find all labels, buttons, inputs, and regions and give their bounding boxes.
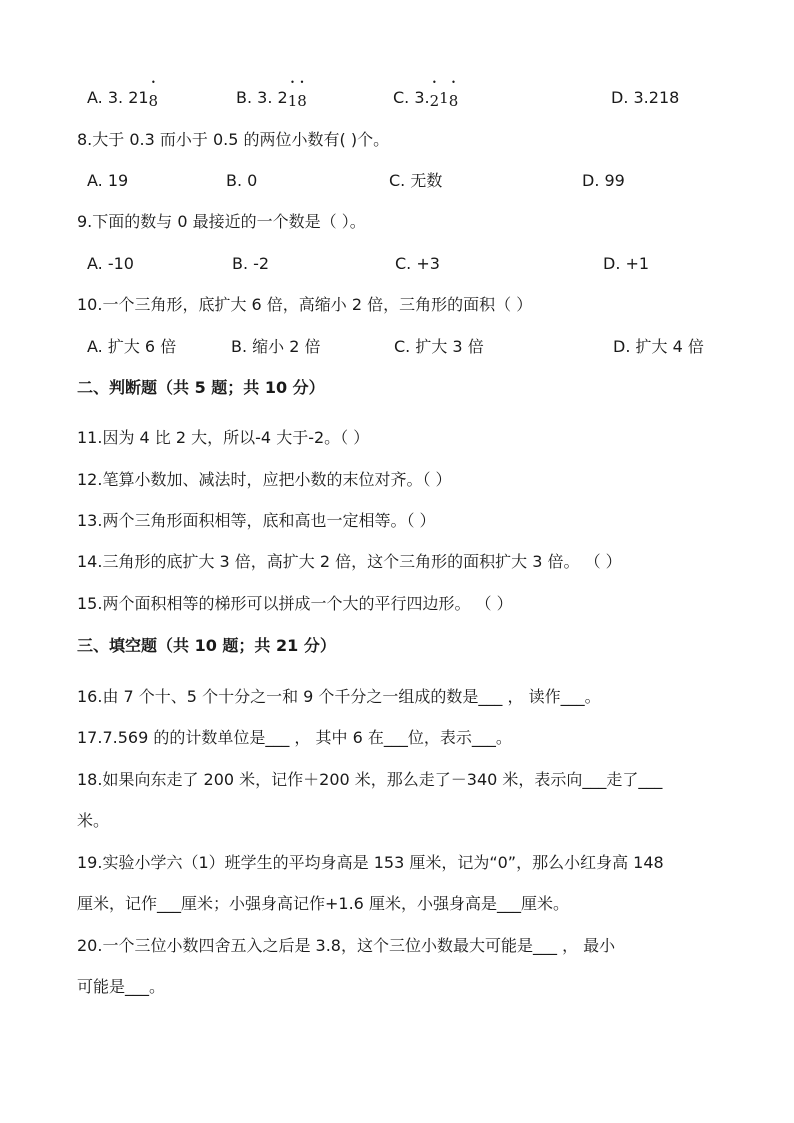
q11-text: 11.因为 4 比 2 大，所以-4 大于-2。（ ） (77, 428, 370, 447)
q12-text: 12.笔算小数加、减法时，应把小数的末位对齐。（ ） (77, 470, 452, 489)
section-heading-fill-in: 三、填空题（共 10 题；共 21 分） (77, 636, 336, 655)
q10-option-a: A. 扩大 6 倍 (87, 337, 177, 356)
q7-a-repeat-digit: • 8 (149, 91, 159, 111)
q7-c-repeat-digit-1: • 2 (430, 91, 440, 111)
q8-option-b: B. 0 (226, 171, 258, 190)
q20-text-line2: 可能是___。 (77, 977, 166, 996)
q19-text-line1: 19.实验小学六（1）班学生的平均身高是 153 厘米，记为“0”，那么小红身高 148 (77, 853, 664, 872)
q13-text: 13.两个三角形面积相等，底和高也一定相等。（ ） (77, 511, 436, 530)
q16-text: 16.由 7 个十、5 个十分之一和 9 个千分之一组成的数是___ ， 读作___。 (77, 687, 601, 706)
q7-c-mid-digit: 1 (439, 89, 449, 107)
q9-option-a: A. -10 (87, 254, 134, 273)
q7-b-repeat-digit-1: • 1 (288, 91, 298, 111)
q9-option-d: D. +1 (603, 254, 650, 273)
q8-option-c: C. 无数 (389, 171, 443, 190)
q14-text: 14.三角形的底扩大 3 倍，高扩大 2 倍，这个三角形的面积扩大 3 倍。 （ ） (77, 552, 622, 571)
q7-a-prefix: A. 3. 21 (87, 88, 149, 107)
q10-option-b: B. 缩小 2 倍 (231, 337, 321, 356)
q9-text: 9.下面的数与 0 最接近的一个数是（ ）。 (77, 212, 366, 231)
q20-text-line1: 20.一个三位小数四舍五入之后是 3.8，这个三位小数最大可能是___ ， 最小 (77, 936, 616, 955)
q19-text-line2: 厘米，记作___厘米；小强身高记作+1.6 厘米，小强身高是___厘米。 (77, 894, 569, 913)
section-heading-judgment: 二、判断题（共 5 题；共 10 分） (77, 378, 325, 397)
q7-c-repeat-digit-2: • 8 (449, 91, 459, 111)
q8-text: 8.大于 0.3 而小于 0.5 的两位小数有( )个。 (77, 130, 390, 149)
q7-option-d: D. 3.218 (611, 88, 680, 107)
q7-option-c (393, 88, 458, 108)
q9-option-c: C. +3 (395, 254, 440, 273)
q7-option-a (87, 88, 158, 108)
q8-option-a: A. 19 (87, 171, 129, 190)
q7-b-repeat-digit-2: • 8 (297, 91, 307, 111)
q10-option-d: D. 扩大 4 倍 (613, 337, 704, 356)
q18-text-line2: 米。 (77, 811, 110, 830)
q10-option-c: C. 扩大 3 倍 (394, 337, 484, 356)
q17-text: 17.7.569 的的计数单位是___ ， 其中 6 在___位，表示___。 (77, 728, 512, 747)
q9-option-b: B. -2 (232, 254, 270, 273)
q15-text: 15.两个面积相等的梯形可以拼成一个大的平行四边形。 （ ） (77, 594, 513, 613)
q7-option-b (236, 88, 307, 108)
q7-c-prefix: C. 3. (393, 88, 430, 107)
q8-option-d: D. 99 (582, 171, 625, 190)
q10-text: 10.一个三角形，底扩大 6 倍，高缩小 2 倍，三角形的面积（ ） (77, 295, 533, 314)
q18-text-line1: 18.如果向东走了 200 米，记作＋200 米，那么走了－340 米，表示向___走了___ (77, 770, 663, 789)
q7-b-prefix: B. 3. 2 (236, 88, 288, 107)
